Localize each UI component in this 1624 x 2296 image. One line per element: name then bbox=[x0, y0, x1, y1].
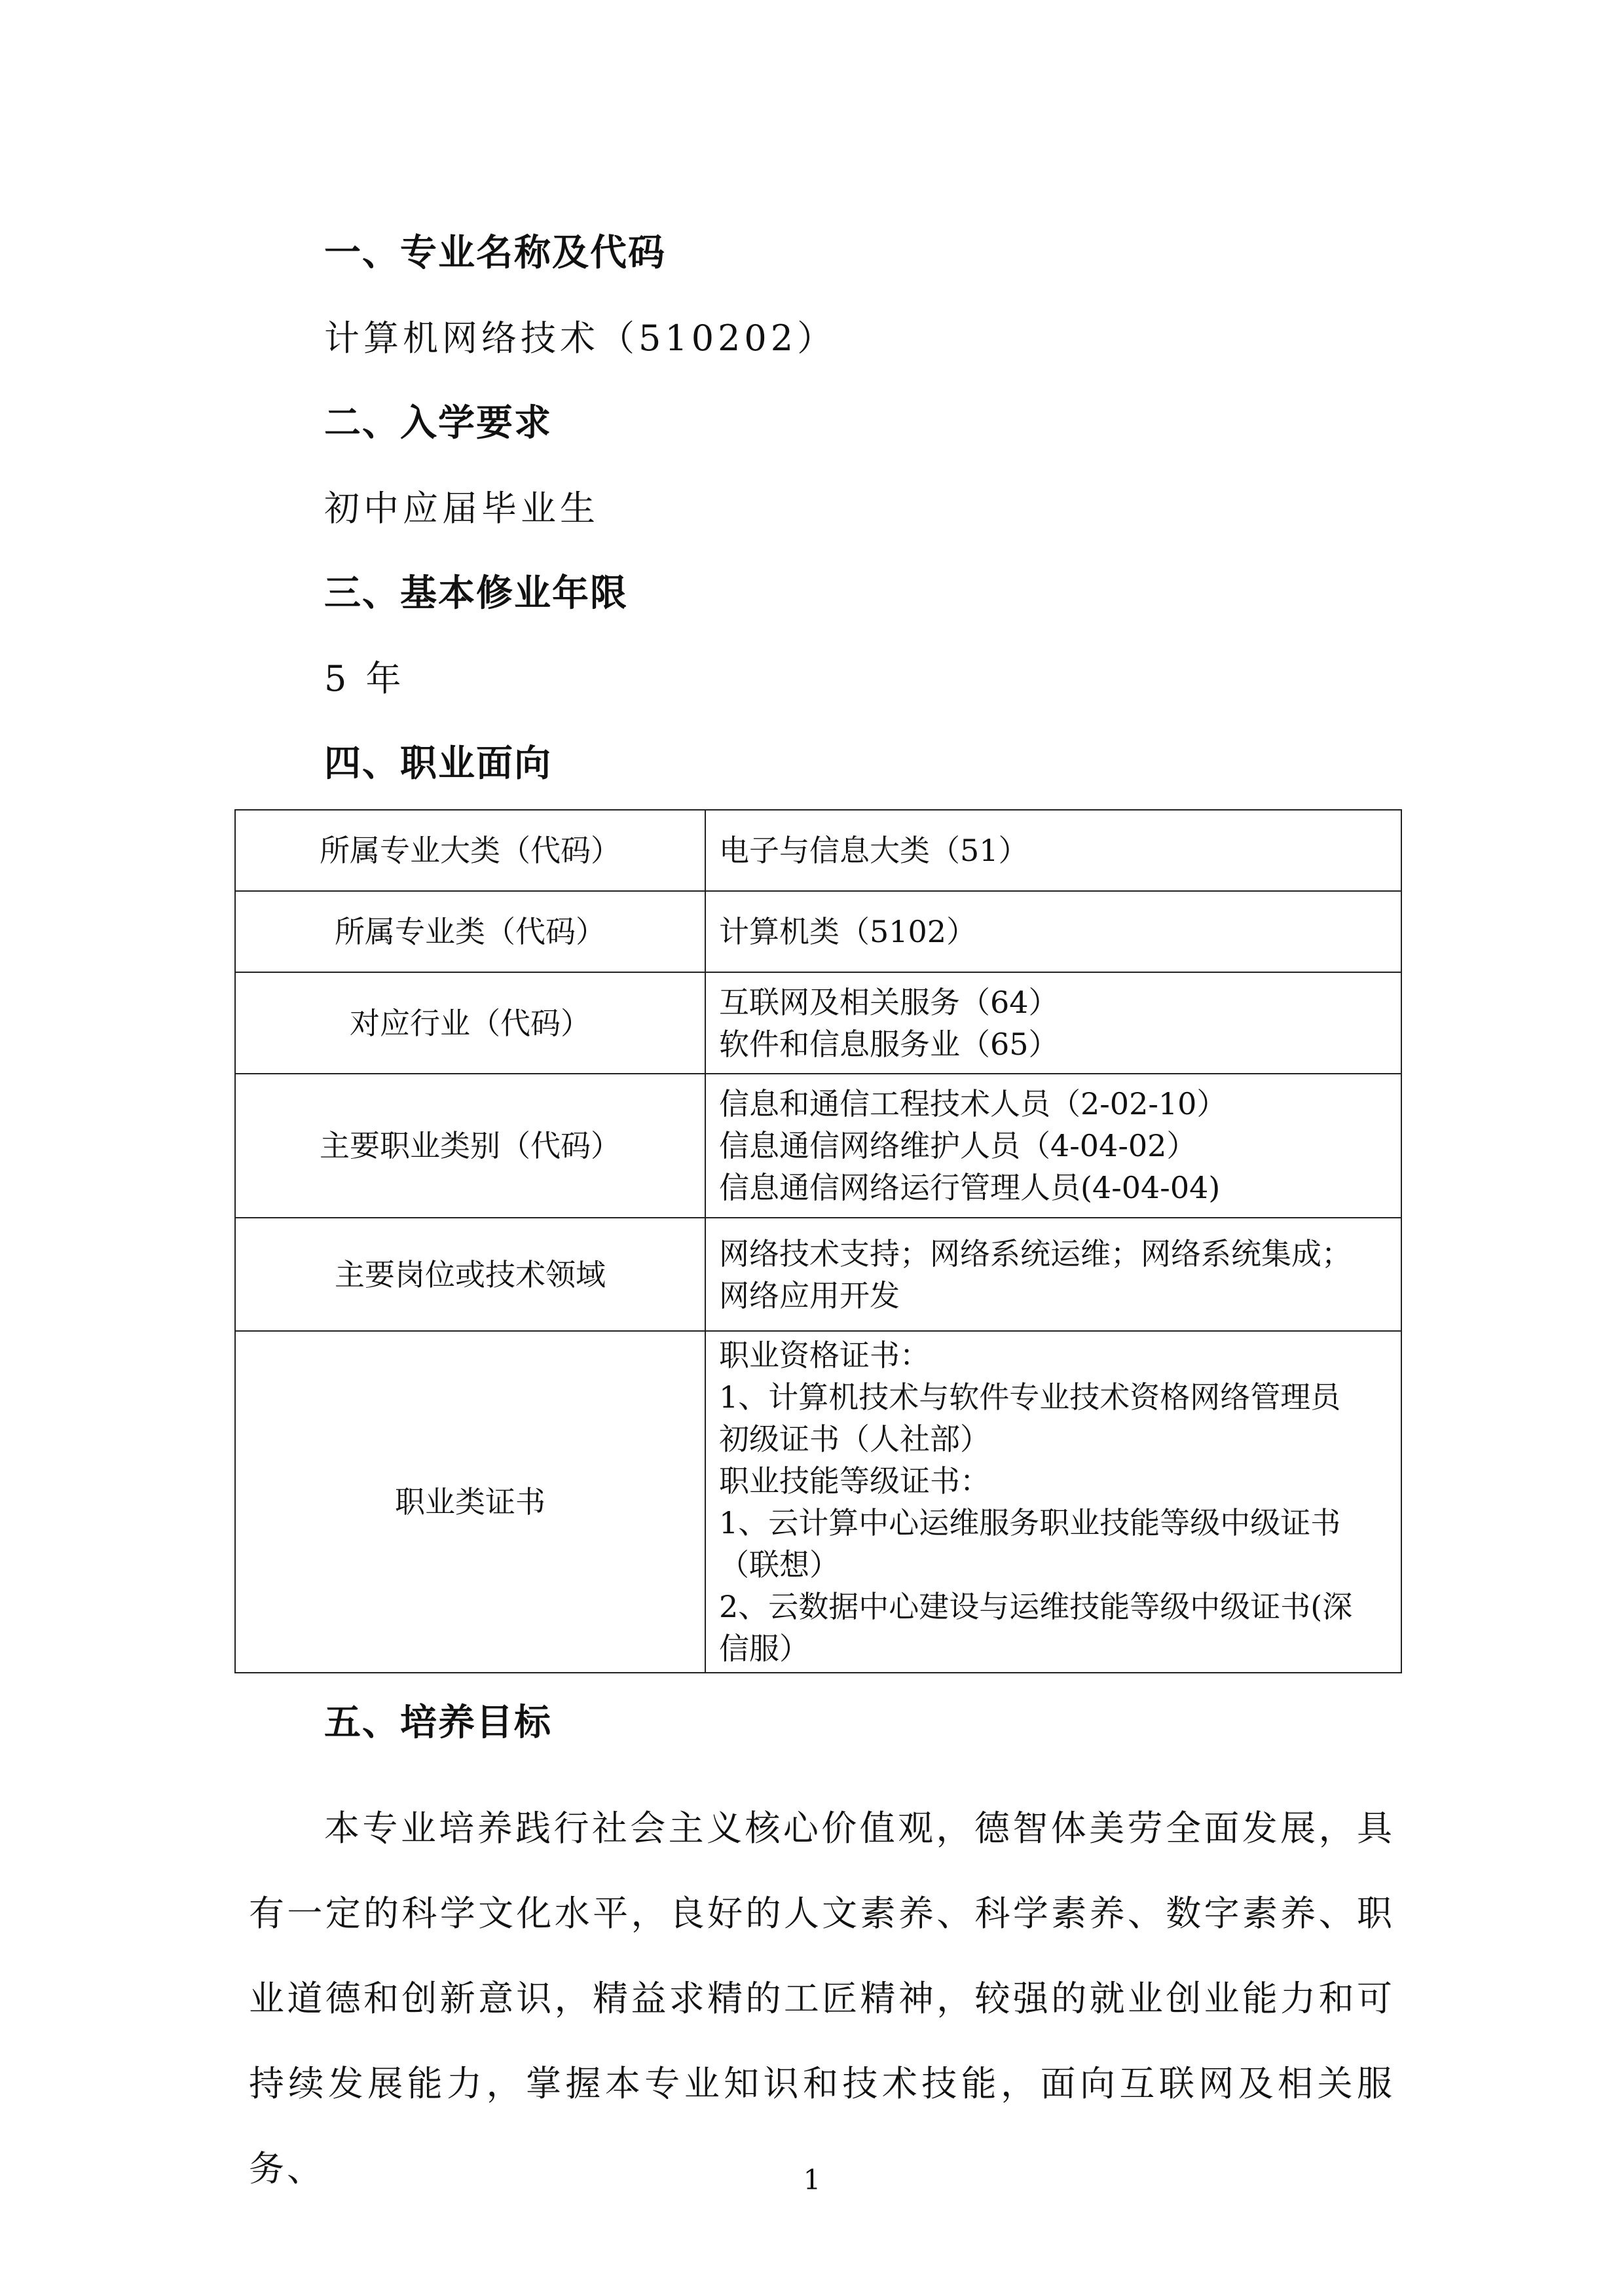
page-number: 1 bbox=[803, 2164, 821, 2196]
table-row bbox=[235, 1074, 1401, 1218]
table-row bbox=[235, 1331, 1401, 1673]
table-value-line: 信息和通信工程技术人员（2-02-10） bbox=[719, 1086, 1227, 1121]
table-label-cell: 所属专业大类（代码） bbox=[235, 810, 705, 891]
table-label-cell: 主要职业类别（代码） bbox=[235, 1074, 705, 1218]
table-value-line: （联想） bbox=[719, 1547, 840, 1582]
admission-requirement: 初中应届毕业生 bbox=[324, 488, 599, 529]
table-value-line: 职业技能等级证书： bbox=[719, 1463, 990, 1499]
table-row bbox=[235, 891, 1401, 972]
table-value-line: 信服） bbox=[719, 1631, 809, 1666]
study-duration: 5 年 bbox=[324, 658, 405, 699]
table-row bbox=[235, 1218, 1401, 1331]
table-value-line: 职业资格证书： bbox=[719, 1338, 930, 1373]
table-label-cell: 对应行业（代码） bbox=[235, 972, 705, 1074]
table-value-line: 计算机类（5102） bbox=[719, 914, 977, 949]
table-value-cell bbox=[705, 891, 1401, 972]
training-objective-paragraph: 本专业培养践行社会主义核心价值观，德智体美劳全面发展，具有一定的科学文化水平，良好的人文素养、科学素养、数字素养、职业道德和创新意识，精益求精的工匠精神，较强的就业创业能力和可持续发展能力，掌握本专业知识和技术技能，面向互联网及相关服务、 bbox=[249, 1808, 1395, 2189]
table-value-line: 2、云数据中心建设与运维技能等级中级证书(深 bbox=[719, 1589, 1353, 1624]
section-heading-training-objective: 五、培养目标 bbox=[324, 1702, 552, 1744]
table-value-line: 1、云计算中心运维服务职业技能等级中级证书 bbox=[719, 1505, 1341, 1540]
table-label-cell: 主要岗位或技术领域 bbox=[235, 1218, 705, 1331]
table-value-line: 软件和信息服务业（65） bbox=[719, 1026, 1059, 1062]
table-value-line: 电子与信息大类（51） bbox=[719, 833, 1029, 868]
career-orientation-table bbox=[234, 809, 1402, 1673]
table-value-cell bbox=[705, 810, 1401, 891]
table-value-cell bbox=[705, 1218, 1401, 1331]
section-heading-career-orientation: 四、职业面向 bbox=[324, 742, 552, 785]
table-value-line: 网络应用开发 bbox=[719, 1277, 900, 1313]
table-value-line: 互联网及相关服务（64） bbox=[719, 984, 1059, 1020]
table-value-cell bbox=[705, 1074, 1401, 1218]
table-value-line: 网络技术支持；网络系统运维；网络系统集成； bbox=[719, 1235, 1352, 1271]
table-value-cell bbox=[705, 972, 1401, 1074]
table-row bbox=[235, 972, 1401, 1074]
major-name-and-code: 计算机网络技术（510202） bbox=[324, 318, 837, 359]
table-row bbox=[235, 810, 1401, 891]
table-value-cell bbox=[705, 1331, 1401, 1673]
section-heading-major-name: 一、专业名称及代码 bbox=[324, 232, 666, 274]
section-heading-admission: 二、入学要求 bbox=[324, 402, 552, 445]
table-label-cell: 所属专业类（代码） bbox=[235, 891, 705, 972]
table-value-line: 初级证书（人社部） bbox=[719, 1421, 990, 1457]
section-heading-study-duration: 三、基本修业年限 bbox=[324, 572, 628, 615]
table-value-line: 信息通信网络维护人员（4-04-02） bbox=[719, 1128, 1197, 1163]
table-value-line: 1、计算机技术与软件专业技术资格网络管理员 bbox=[719, 1379, 1341, 1415]
table-value-line: 信息通信网络运行管理人员(4-04-04) bbox=[719, 1170, 1221, 1205]
table-label-cell: 职业类证书 bbox=[235, 1331, 705, 1673]
